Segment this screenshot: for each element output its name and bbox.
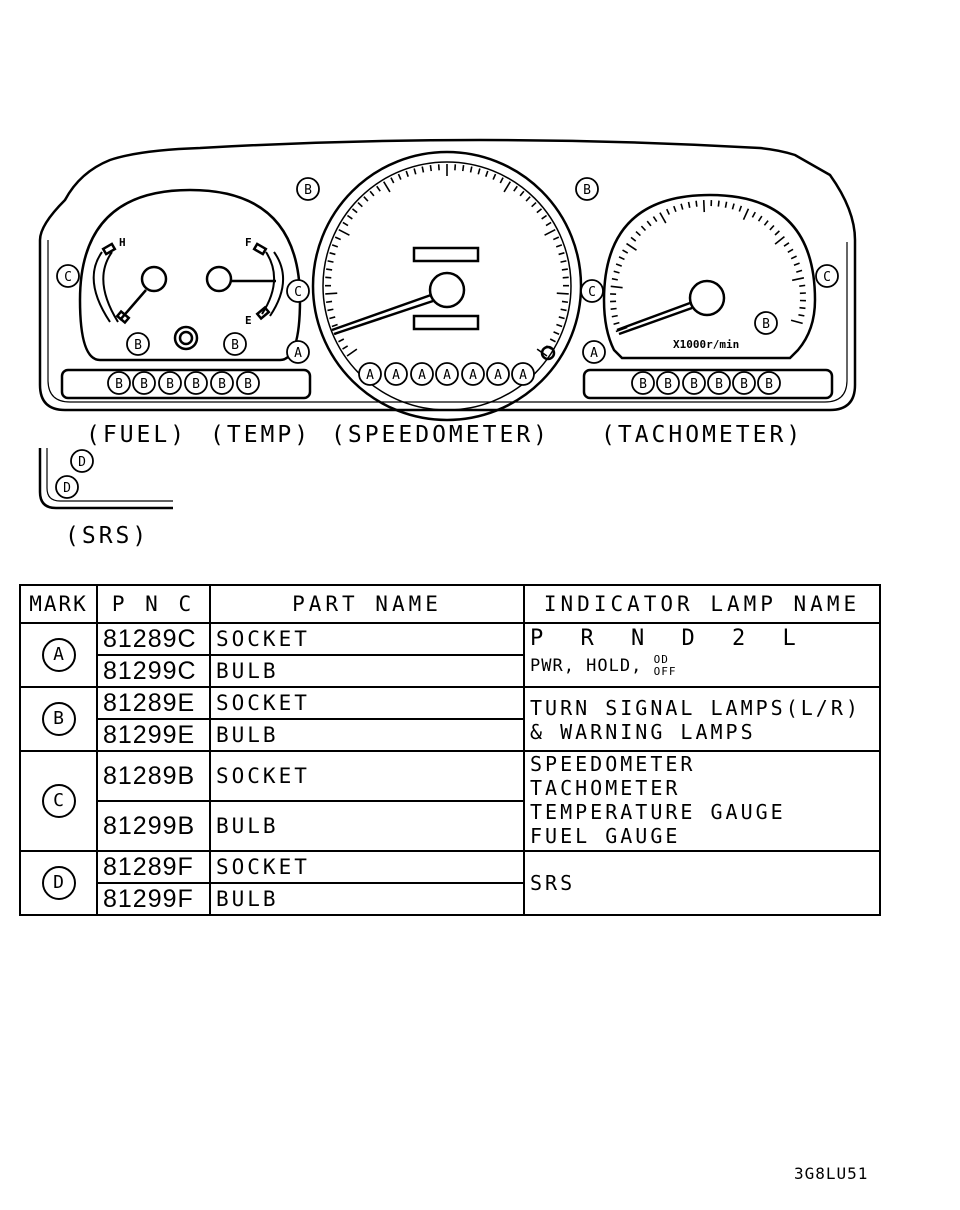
tachometer-tick [611, 309, 617, 310]
lamp-line: TACHOMETER [530, 776, 681, 800]
parts-table [19, 584, 881, 916]
speedometer-tick [414, 169, 416, 175]
mark-a-letter: A [392, 368, 400, 383]
tachometer-tick [653, 217, 656, 222]
tachometer-tick [612, 316, 618, 317]
lamp-name-cell [524, 623, 880, 687]
speedometer-tick [347, 349, 357, 356]
mark-b-callout [237, 372, 259, 394]
mark-b-callout [108, 372, 130, 394]
tachometer-tick [660, 213, 666, 223]
mark-a-letter: A [469, 368, 477, 383]
speedometer-tick [532, 203, 536, 207]
mark-a-callout [411, 363, 433, 385]
mark-b-letter: B [583, 183, 591, 198]
pnc-cell: 81299C [97, 655, 210, 687]
mark-b-letter: B [192, 377, 200, 392]
fuel-caption: (FUEL) [86, 422, 188, 448]
lamp-line: SRS [530, 871, 576, 895]
table-row [20, 851, 880, 883]
speedometer-tick [545, 230, 556, 236]
speedometer-tick [486, 171, 488, 177]
mark-a-callout [385, 363, 407, 385]
speedometer-tick [561, 309, 567, 310]
off-label: OFF [653, 665, 677, 678]
tachometer-tick [667, 209, 670, 214]
pnc-cell: 81299B [97, 801, 210, 851]
speedometer-tick [500, 178, 503, 183]
mark-d-callout [56, 476, 78, 498]
mark-b-letter: B [134, 338, 142, 353]
speedometer-tick [556, 245, 562, 247]
mark-c-badge: C [42, 784, 76, 818]
mark-cell [20, 751, 97, 851]
tachometer-tick [704, 200, 705, 212]
part-name-cell: BULB [210, 655, 524, 687]
mark-c-letter: C [823, 270, 831, 285]
tachometer-tick [616, 264, 622, 266]
mark-a-letter: A [418, 368, 426, 383]
mark-b-letter: B [639, 377, 647, 392]
speedometer-tick [542, 215, 547, 218]
speedometer-tick [520, 191, 524, 196]
speedometer-tick [391, 178, 394, 183]
part-name-cell: SOCKET [210, 851, 524, 883]
speedometer-tick [554, 332, 560, 334]
header-pnc: P N C [97, 585, 210, 623]
speedometer-tick [430, 165, 431, 171]
tachometer-tick [798, 315, 804, 316]
mark-b-callout [133, 372, 155, 394]
mark-b-callout [708, 372, 730, 394]
mark-b-callout [224, 333, 246, 355]
mark-b-letter: B [762, 317, 770, 332]
mark-d-letter: D [63, 481, 71, 496]
speedometer-tick [328, 261, 334, 262]
mark-a-letter: A [519, 368, 527, 383]
speedometer-tick [471, 167, 472, 173]
tachometer-tick [631, 237, 636, 241]
tachometer-tick [612, 279, 618, 280]
mark-a-callout [512, 363, 534, 385]
speedometer-tick [526, 197, 530, 201]
speedometer-tick [398, 174, 400, 180]
fuel-full-label: H [119, 236, 126, 249]
speedometer-tick [493, 174, 495, 180]
table-row [20, 687, 880, 719]
mark-b-callout [185, 372, 207, 394]
tachometer-tick [743, 209, 748, 220]
speedometer-tick [514, 186, 517, 191]
header-part-name: PART NAME [210, 585, 524, 623]
header-mark: MARK [20, 585, 97, 623]
mark-b-callout [297, 178, 319, 200]
speedometer-tick [347, 215, 352, 218]
speedometer-tick [352, 209, 357, 213]
part-name-cell: BULB [210, 719, 524, 751]
mark-a-letter: A [366, 368, 374, 383]
speedometer-tick [550, 339, 555, 342]
lamp-line-text: PWR, HOLD, [530, 656, 643, 676]
speedometer-tick [330, 253, 336, 255]
tachometer-tick [718, 201, 719, 207]
tachometer-tick [641, 226, 645, 230]
tachometer-tick [791, 256, 796, 259]
mark-a-badge: A [42, 638, 76, 672]
mark-cell [20, 687, 97, 751]
tach-unit-label: X1000r/min [673, 338, 740, 351]
tachometer-tick [689, 202, 690, 208]
mark-b-callout [657, 372, 679, 394]
mark-a-callout [359, 363, 381, 385]
mark-a-letter: A [443, 368, 451, 383]
speedometer-tick [332, 245, 338, 247]
tachometer-tick [681, 204, 683, 210]
mark-b-letter: B [218, 377, 226, 392]
tachometer-tick [647, 221, 651, 226]
lamp-line: P R N D 2 L [530, 626, 808, 651]
speedometer-tick [377, 186, 380, 191]
speedometer-tick [335, 237, 340, 239]
tachometer-tick [627, 244, 637, 251]
mark-b-callout [758, 372, 780, 394]
header-indicator-lamp-name: INDICATOR LAMP NAME [524, 585, 880, 623]
od-label: OD [653, 653, 669, 666]
speedometer-tick [325, 293, 337, 294]
part-name-cell: SOCKET [210, 687, 524, 719]
mark-a-callout [287, 341, 309, 363]
illustration-code: 3G8LU51 [794, 1164, 869, 1183]
tachometer-tick [792, 278, 804, 280]
speedometer-tick [384, 182, 390, 192]
mark-c-letter: C [294, 285, 302, 300]
part-name-cell: BULB [210, 883, 524, 915]
mark-b-letter: B [740, 377, 748, 392]
speedometer-tick [463, 165, 464, 171]
speedometer-tick [422, 167, 423, 173]
instrument-cluster-diagram [0, 0, 960, 560]
table-row [20, 751, 880, 801]
mark-b-letter: B [166, 377, 174, 392]
pnc-cell: 81289F [97, 851, 210, 883]
mark-b-callout [632, 372, 654, 394]
tachometer-tick [796, 270, 802, 272]
mark-b-callout [211, 372, 233, 394]
mark-cell [20, 623, 97, 687]
lamp-line [530, 654, 874, 678]
mark-d-letter: D [78, 455, 86, 470]
tachometer-dial [604, 195, 815, 358]
speedometer-tick [562, 301, 568, 302]
tachometer-tick [775, 231, 779, 235]
part-name-cell: BULB [210, 801, 524, 851]
tachometer-tick [784, 243, 789, 246]
lamp-name-cell [524, 851, 880, 915]
mark-b-callout [576, 178, 598, 200]
table-header-row [20, 585, 880, 623]
mark-a-callout [462, 363, 484, 385]
mark-b-callout [683, 372, 705, 394]
mark-b-letter: B [690, 377, 698, 392]
mark-b-callout [127, 333, 149, 355]
mark-b-letter: B [765, 377, 773, 392]
speedometer-tick [556, 324, 562, 326]
tachometer-tick [739, 206, 741, 212]
speedometer-tick [478, 169, 480, 175]
od-off-label [654, 654, 677, 678]
tachometer-tick [775, 237, 784, 245]
pnc-cell: 81299E [97, 719, 210, 751]
tachometer-tick [611, 286, 623, 287]
mark-c-letter: C [64, 270, 72, 285]
lamp-name-cell [524, 751, 880, 851]
mark-b-letter: B [664, 377, 672, 392]
tachometer-tick [614, 271, 620, 273]
mark-c-callout [816, 265, 838, 287]
mark-c-letter: C [588, 285, 596, 300]
lamp-line: SPEEDOMETER [530, 752, 696, 776]
speedometer-tick [326, 301, 332, 302]
mark-b-callout [755, 312, 777, 334]
mark-c-callout [57, 265, 79, 287]
temp-caption: (TEMP) [210, 422, 312, 448]
mark-a-callout [436, 363, 458, 385]
tachometer-caption: (TACHOMETER) [601, 422, 804, 448]
pnc-cell: 81299F [97, 883, 210, 915]
mark-b-letter: B [715, 377, 723, 392]
speedometer-tick [370, 191, 374, 196]
speedometer-tick [332, 324, 338, 326]
lamp-line: FUEL GAUGE [530, 824, 681, 848]
mark-b-letter: B [140, 377, 148, 392]
lamp-line: & WARNING LAMPS [530, 720, 756, 744]
mark-a-letter: A [590, 346, 598, 361]
mark-b-letter: B [115, 377, 123, 392]
speedometer-tick [537, 209, 542, 213]
tachometer-tick [770, 226, 774, 230]
speedometer-tick [546, 222, 551, 225]
srs-caption: (SRS) [65, 523, 150, 549]
fuel-empty-label: E [245, 314, 252, 327]
lamp-line: TURN SIGNAL LAMPS(L/R) [530, 696, 861, 720]
mark-cell [20, 851, 97, 915]
mark-c-callout [581, 280, 603, 302]
tachometer-tick [788, 249, 793, 252]
tachometer-tick [725, 202, 726, 208]
tachometer-tick [799, 285, 805, 286]
mark-b-badge: B [42, 702, 76, 736]
tachometer-tick [674, 206, 676, 212]
mark-a-letter: A [494, 368, 502, 383]
tachometer-tick [623, 250, 628, 253]
speedometer-tick [326, 269, 332, 270]
tachometer-tick [636, 232, 640, 236]
pnc-cell: 81289E [97, 687, 210, 719]
speedometer-tick [559, 253, 565, 255]
mark-b-letter: B [244, 377, 252, 392]
tachometer-tick [752, 212, 755, 217]
part-name-cell: SOCKET [210, 623, 524, 655]
part-name-cell: SOCKET [210, 751, 524, 801]
mark-c-callout [287, 280, 309, 302]
tachometer-tick [794, 263, 800, 265]
mark-d-badge: D [42, 866, 76, 900]
speedometer-tick [358, 203, 362, 207]
mark-a-letter: A [294, 346, 302, 361]
mark-d-callout [71, 450, 93, 472]
speedometer-tick [504, 182, 510, 192]
tachometer-tick [759, 216, 762, 221]
tachometer-tick [619, 257, 624, 260]
speedometer-tick [343, 222, 348, 225]
mark-b-letter: B [304, 183, 312, 198]
tachometer-tick [614, 323, 620, 325]
speedometer-tick [327, 309, 333, 310]
speedometer-tick [562, 269, 568, 270]
mark-a-callout [583, 341, 605, 363]
mark-b-letter: B [231, 338, 239, 353]
speedometer-tick [329, 317, 335, 319]
pnc-cell: 81289C [97, 623, 210, 655]
pnc-cell: 81289B [97, 751, 210, 801]
speedometer-tick [553, 237, 558, 239]
speedometer-tick [343, 346, 348, 349]
speedometer-tick [561, 261, 567, 262]
mark-b-callout [733, 372, 755, 394]
tachometer-tick [799, 308, 805, 309]
speedometer-tick [406, 171, 408, 177]
speedometer-caption: (SPEEDOMETER) [331, 422, 551, 448]
temp-hot-label: F [245, 236, 252, 249]
mark-a-callout [487, 363, 509, 385]
speedometer-tick [338, 339, 343, 342]
speedometer-tick [557, 293, 569, 294]
lamp-name-cell [524, 687, 880, 751]
speedometer-tick [364, 197, 368, 201]
table-row [20, 623, 880, 655]
tachometer-tick [732, 204, 734, 210]
tachometer-tick [764, 221, 768, 226]
tachometer-tick [696, 201, 697, 207]
speedometer-tick [339, 230, 350, 236]
speedometer-tick [559, 317, 565, 319]
mark-b-callout [159, 372, 181, 394]
tachometer-tick [791, 320, 803, 323]
lamp-line: TEMPERATURE GAUGE [530, 800, 786, 824]
